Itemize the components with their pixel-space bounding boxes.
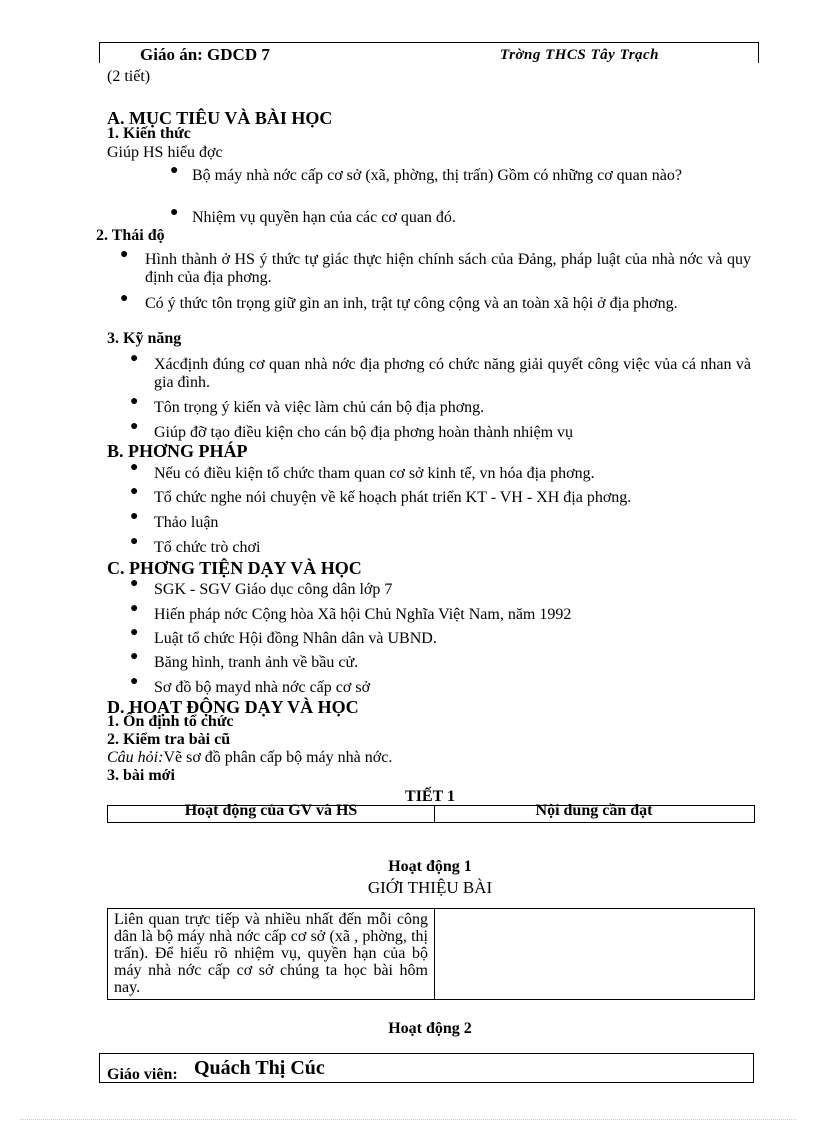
section-a-title: A. MỤC TIÊU VÀ BÀI HỌC bbox=[107, 108, 333, 128]
bullet-icon: ● bbox=[130, 509, 139, 524]
question-label: Câu hỏi: bbox=[107, 749, 164, 766]
bullet-icon: ● bbox=[130, 674, 139, 689]
means-item-1: SGK - SGV Giáo dục công dân lớp 7 bbox=[154, 581, 393, 598]
bullet-icon: ● bbox=[130, 394, 139, 409]
column-divider bbox=[434, 909, 435, 999]
means-item-2: Hiến pháp nớc Cộng hòa Xã hội Chủ Nghĩa Việt Nam, năm 1992 bbox=[154, 606, 572, 623]
attitude-item-1: Hình thành ở HS ý thức tự giác thực hiện chính sách của Đảng, pháp luật của nhà nớc và quy định của địa phơng. bbox=[145, 251, 751, 286]
bullet-icon: ● bbox=[130, 649, 139, 664]
method-item-3: Thảo luận bbox=[154, 514, 219, 531]
bullet-icon: ● bbox=[120, 247, 129, 262]
attitude-item-2: Có ý thức tôn trọng giữ gìn an inh, trật tự công cộng và an toàn xã hội ở địa phơng. bbox=[145, 295, 678, 312]
skills-item-1: Xácđịnh đúng cơ quan nhà nớc địa phơng có chức năng giải quyết công việc vủa cá nhan và gia đình. bbox=[154, 356, 751, 391]
section-c-title: C. PHƠNG TIỆN DẠY VÀ HỌC bbox=[107, 558, 362, 578]
knowledge-title: 1. Kiến thức bbox=[107, 125, 191, 142]
activity-2-title: Hoạt động 2 bbox=[388, 1020, 472, 1037]
bullet-icon: ● bbox=[120, 291, 129, 306]
question-line bbox=[107, 749, 392, 767]
means-item-5: Sơ đồ bộ mayd nhà nớc cấp cơ sở bbox=[154, 679, 371, 696]
skills-item-3: Giúp đỡ tạo điều kiện cho cán bộ địa phơng hoàn thành nhiệm vụ bbox=[154, 424, 574, 441]
activity-1-text: Liên quan trực tiếp và nhiều nhất đến mỗi công dân là bộ máy nhà nớc cấp cơ sở (xã , phờng, thị trấn). Để hiểu rõ nhiệm vụ, quyền hạn của bộ máy nhà nớc cấp cơ sở chúng ta học bài hôm nay. bbox=[114, 911, 428, 996]
activity-1-title: Hoạt động 1 bbox=[388, 858, 472, 875]
step-2: 2. Kiểm tra bài cũ bbox=[107, 731, 231, 748]
bullet-icon: ● bbox=[170, 163, 179, 178]
bullet-icon: ● bbox=[130, 625, 139, 640]
col-teacher-student: Hoạt động của GV và HS bbox=[184, 802, 358, 819]
knowledge-item-1: Bộ máy nhà nớc cấp cơ sở (xã, phờng, thị trấn) Gồm có những cơ quan nào? bbox=[192, 167, 682, 184]
period-title: TIẾT 1 bbox=[405, 788, 455, 805]
bullet-icon: ● bbox=[170, 205, 179, 220]
lesson-table-header bbox=[107, 802, 755, 823]
method-item-2: Tổ chức nghe nói chuyện về kế hoạch phát triển KT - VH - XH địa phơng. bbox=[154, 489, 632, 506]
section-b-title: B. PHƠNG PHÁP bbox=[107, 441, 248, 461]
activity-1-table bbox=[107, 908, 755, 1000]
section-d-title: D. HOẠT ĐỘNG DẠY VÀ HỌC bbox=[107, 697, 359, 717]
question-text: Vẽ sơ đồ phân cấp bộ máy nhà nớc. bbox=[163, 749, 393, 766]
bullet-icon: ● bbox=[130, 534, 139, 549]
method-item-4: Tổ chức trò chơi bbox=[154, 539, 261, 556]
bullet-icon: ● bbox=[130, 576, 139, 591]
col-content: Nội dung cần đạt bbox=[535, 802, 653, 819]
means-item-4: Băng hình, tranh ảnh về bầu cử. bbox=[154, 654, 359, 671]
bullet-icon: ● bbox=[130, 601, 139, 616]
step-1: 1. Ổn định tổ chức bbox=[107, 713, 234, 730]
bullet-icon: ● bbox=[130, 351, 139, 366]
skills-title: 3. Kỹ năng bbox=[107, 330, 182, 347]
knowledge-item-2: Nhiệm vụ quyền hạn của các cơ quan đó. bbox=[192, 209, 456, 226]
attitude-title: 2. Thái độ bbox=[96, 227, 165, 244]
header-school: Trờng THCS Tây Trạch bbox=[500, 47, 660, 63]
header-subject: Giáo án: GDCD 7 bbox=[140, 45, 270, 64]
footer-teacher-name: Quách Thị Cúc bbox=[194, 1057, 325, 1079]
method-item-1: Nếu có điều kiện tổ chức tham quan cơ sở kinh tế, vn hóa địa phơng. bbox=[154, 465, 595, 482]
knowledge-intro: Giúp HS hiểu đợc bbox=[107, 144, 223, 161]
page-bottom-divider bbox=[20, 1119, 796, 1120]
step-3: 3. bài mới bbox=[107, 767, 175, 784]
bullet-icon: ● bbox=[130, 484, 139, 499]
activity-1-subtitle: GIỚI THIỆU BÀI bbox=[367, 878, 493, 897]
footer-teacher-label: Giáo viên: bbox=[107, 1066, 178, 1083]
skills-item-2: Tôn trọng ý kiến và việc làm chủ cán bộ địa phơng. bbox=[154, 399, 485, 416]
means-item-3: Luật tổ chức Hội đồng Nhân dân và UBND. bbox=[154, 630, 437, 647]
bullet-icon: ● bbox=[130, 419, 139, 434]
bullet-icon: ● bbox=[130, 460, 139, 475]
periods-note: (2 tiết) bbox=[107, 68, 151, 85]
